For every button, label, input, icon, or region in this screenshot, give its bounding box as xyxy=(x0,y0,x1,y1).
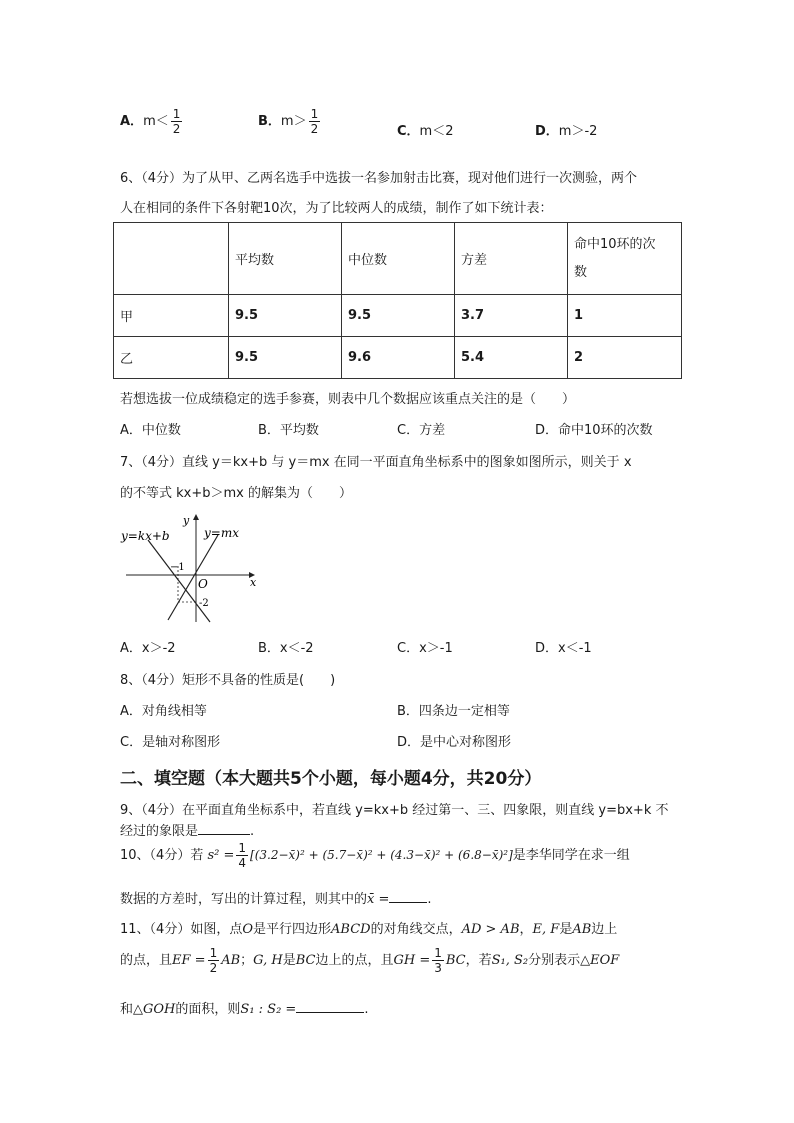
q8-option-d[interactable]: D．是中心对称图形 xyxy=(397,735,512,750)
denominator: 4 xyxy=(238,856,247,870)
q10-pre: 10、（4分）若 xyxy=(120,848,204,863)
q7-graph xyxy=(118,510,268,625)
table-header-cell xyxy=(568,223,682,295)
q6-option-c[interactable]: C．方差 xyxy=(397,423,446,438)
fraction xyxy=(236,842,248,869)
label-origin: O xyxy=(198,577,208,591)
option-label: B． xyxy=(258,114,281,129)
q9-text-line1: 9、（4分）在平面直角坐标系中，若直线 y=kx+b 经过第一、三、四象限，则直线 y=bx+k 不 xyxy=(120,803,669,818)
math-var: O xyxy=(242,922,253,937)
table-header-cell: 平均数 xyxy=(229,223,342,295)
table-cell: 9.6 xyxy=(342,337,455,379)
q10-formula-post: [(3.2−x̄)² + (5.7−x̄)² + (4.3−x̄)² + (6.8−x̄)²] xyxy=(250,848,513,862)
table-header-row xyxy=(114,223,682,295)
q8-text: 8、（4分）矩形不具备的性质是( ) xyxy=(120,673,336,688)
option-label: C． xyxy=(397,124,420,139)
numerator: 1 xyxy=(434,946,442,960)
q11-text: 的对角线交点， xyxy=(370,922,462,937)
q11-text: 和 xyxy=(120,1002,134,1017)
line-mx xyxy=(168,535,218,620)
q11-text-line2 xyxy=(120,947,619,974)
q11-text: 边上的点，且 xyxy=(315,953,394,968)
math-var: GH = xyxy=(393,953,431,968)
q11-text: ， xyxy=(519,922,533,937)
q11-text: 是平行四边形 xyxy=(253,922,332,937)
q11-text: 边上 xyxy=(591,922,618,937)
option-prefix: m＞ xyxy=(280,114,307,129)
q11-text: 是 xyxy=(282,953,296,968)
table-header-cell: 方差 xyxy=(455,223,568,295)
numerator: 1 xyxy=(238,841,247,855)
table-cell: 3.7 xyxy=(455,295,568,337)
stats-table xyxy=(113,222,682,379)
denominator: 2 xyxy=(310,122,319,136)
table-header-cell: 中位数 xyxy=(342,223,455,295)
denominator: 2 xyxy=(209,961,218,975)
q7-text-line1: 7、（4分）直线 y＝kx+b 与 y＝mx 在同一平面直角坐标系中的图象如图所示，则关于 x xyxy=(120,455,632,470)
q11-text: ； xyxy=(240,953,254,968)
table-cell: 2 xyxy=(568,337,682,379)
label-mx: y=mx xyxy=(204,526,239,540)
option-label: A． xyxy=(120,114,144,129)
section-title: 二、填空题（本大题共5个小题，每小题4分，共20分） xyxy=(120,769,542,789)
q5-option-c[interactable] xyxy=(397,120,453,139)
q9-line2-pre: 经过的象限是 xyxy=(120,824,199,839)
table-cell: 1 xyxy=(568,295,682,337)
label-minus1: −1 xyxy=(170,562,185,573)
table-cell: 9.5 xyxy=(342,295,455,337)
q7-text-line2: 的不等式 kx+b＞mx 的解集为（ ） xyxy=(120,486,352,501)
math-var: ABCD xyxy=(331,922,371,937)
q10-text-line2 xyxy=(120,888,432,907)
q6-option-a[interactable]: A．中位数 xyxy=(120,423,181,438)
q10-line2-pre: 数据的方差时，写出的计算过程，则其中的 xyxy=(120,892,368,907)
q6-option-b[interactable]: B．平均数 xyxy=(258,423,319,438)
q7-option-c[interactable]: C．x＞-1 xyxy=(397,641,453,656)
math-var: AD > AB xyxy=(461,922,520,937)
header-line: 命中10环的次 xyxy=(574,236,656,252)
label-x: x xyxy=(250,576,257,589)
math-var: BC xyxy=(445,953,466,968)
q6-text-line1: 6、（4分）为了从甲、乙两名选手中选拔一名参加射击比赛，现对他们进行一次测验，两个 xyxy=(120,171,638,186)
q7-option-b[interactable]: B．x＜-2 xyxy=(258,641,314,656)
numerator: 1 xyxy=(172,107,181,121)
denominator: 2 xyxy=(172,122,181,136)
fraction xyxy=(309,108,321,135)
math-var: AB xyxy=(221,953,241,968)
q11-text: ，若 xyxy=(465,953,492,968)
q6-text-line2: 人在相同的条件下各射靶10次，为了比较两人的成绩，制作了如下统计表： xyxy=(120,201,553,216)
answer-blank[interactable] xyxy=(296,1000,364,1013)
option-prefix: m＜ xyxy=(143,114,169,129)
q10-text-line1 xyxy=(120,842,630,869)
q9-line2-post: . xyxy=(250,824,255,839)
table-row xyxy=(114,337,682,379)
math-var: △EOF xyxy=(580,953,620,968)
q5-option-b[interactable] xyxy=(258,108,322,135)
q8-option-b[interactable]: B．四条边一定相等 xyxy=(397,704,510,719)
table-cell: 9.5 xyxy=(229,295,342,337)
label-y: y xyxy=(183,514,190,527)
option-text: m＜2 xyxy=(419,124,454,139)
q8-option-c[interactable]: C．是轴对称图形 xyxy=(120,735,221,750)
math-var: S₁ : S₂ = xyxy=(240,1002,297,1017)
label-kxb: y=kx+b xyxy=(121,529,170,543)
q11-text-line3 xyxy=(120,998,368,1017)
q11-text: 11、（4分）如图，点 xyxy=(120,922,243,937)
y-axis-arrow xyxy=(193,514,199,520)
denominator: 3 xyxy=(434,961,442,975)
table-cell: 9.5 xyxy=(229,337,342,379)
fraction xyxy=(171,108,183,135)
q6-question: 若想选拔一位成绩稳定的选手参赛，则表中几个数据应该重点关注的是（ ） xyxy=(120,392,576,407)
math-var: E, F xyxy=(532,922,560,937)
fraction xyxy=(432,947,444,974)
numerator: 1 xyxy=(209,946,218,960)
math-var: G, H xyxy=(253,953,283,968)
answer-blank[interactable] xyxy=(389,890,427,903)
q10-var: x̄ = xyxy=(367,892,390,907)
option-label: D． xyxy=(535,124,559,139)
header-line: 数 xyxy=(574,264,588,280)
label-minus2: -2 xyxy=(199,598,209,609)
option-text: m＞-2 xyxy=(558,124,598,139)
q11-text: 的面积，则 xyxy=(175,1002,241,1017)
numerator: 1 xyxy=(310,107,319,121)
table-row xyxy=(114,295,682,337)
q10-post: 是李华同学在求一组 xyxy=(512,848,630,863)
q5-option-d[interactable] xyxy=(535,120,597,139)
q7-option-d[interactable]: D．x＜-1 xyxy=(535,641,592,656)
q11-text: 分别表示 xyxy=(528,953,581,968)
table-cell: 乙 xyxy=(114,337,229,379)
q5-option-a[interactable] xyxy=(120,108,184,135)
q10-formula-pre: s² = xyxy=(207,848,235,863)
q11-text: 的点，且 xyxy=(120,953,173,968)
math-var: △GOH xyxy=(133,1002,176,1017)
q11-text-line1 xyxy=(120,918,617,937)
q6-option-d[interactable]: D．命中10环的次数 xyxy=(535,423,653,438)
math-var: S₁, S₂ xyxy=(491,953,529,968)
q9-text-line2 xyxy=(120,820,254,839)
math-var: EF = xyxy=(172,953,206,968)
table-header-cell xyxy=(114,223,229,295)
q10-line2-post: . xyxy=(427,892,432,907)
fraction xyxy=(208,947,220,974)
table-cell: 5.4 xyxy=(455,337,568,379)
table-cell: 甲 xyxy=(114,295,229,337)
math-var: AB xyxy=(572,922,592,937)
q11-text: 是 xyxy=(559,922,573,937)
q11-text: . xyxy=(364,1002,369,1017)
q8-option-a[interactable]: A．对角线相等 xyxy=(120,704,207,719)
math-var: BC xyxy=(295,953,316,968)
answer-blank[interactable] xyxy=(198,822,250,835)
q7-option-a[interactable]: A．x＞-2 xyxy=(120,641,176,656)
